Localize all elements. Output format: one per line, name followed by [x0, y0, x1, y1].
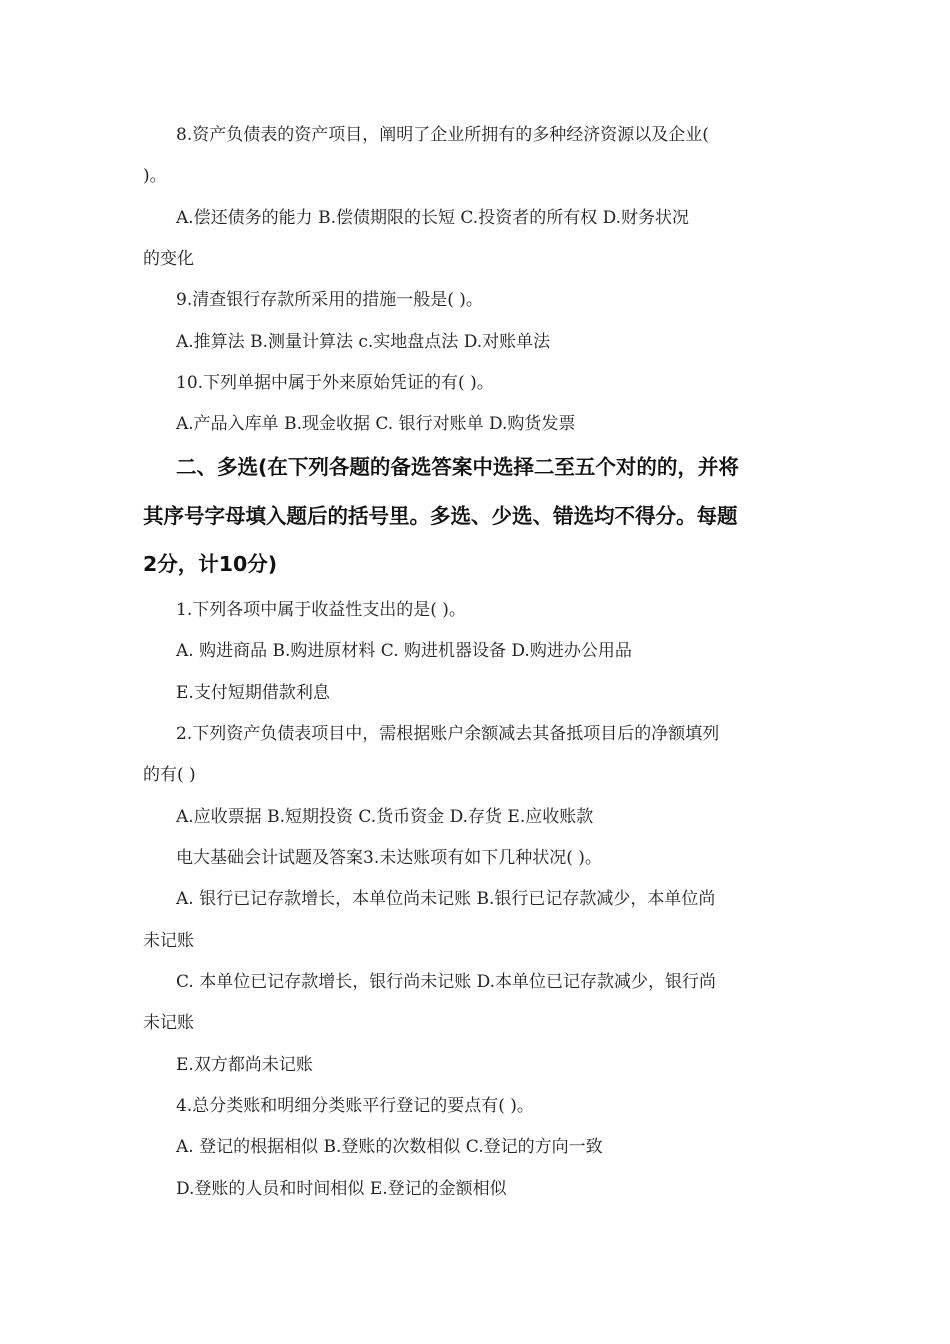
mq3-options-line4: 未记账: [143, 1013, 194, 1033]
mq3-options-line1: A. 银行已记存款增长，本单位尚未记账 B.银行已记存款减少，本单位尚: [176, 889, 716, 909]
mq3-options-line2: 未记账: [143, 931, 194, 951]
q8-options-line2: 的变化: [143, 249, 194, 269]
q10-stem: 10.下列单据中属于外来原始凭证的有( )。: [176, 373, 494, 393]
mq1-options-line2: E.支付短期借款利息: [176, 683, 330, 703]
mq3-stem: 电大基础会计试题及答案3.未达账项有如下几种状况( )。: [176, 848, 602, 868]
mq2-stem-line1: 2.下列资产负债表项目中，需根据账户余额减去其备抵项目后的净额填列: [176, 724, 720, 744]
mq1-stem: 1.下列各项中属于收益性支出的是( )。: [176, 600, 466, 620]
q8-stem-line2: )。: [143, 166, 167, 186]
mq3-options-line3: C. 本单位已记存款增长，银行尚未记账 D.本单位已记存款减少，银行尚: [176, 972, 717, 992]
mq2-options: A.应收票据 B.短期投资 C.货币资金 D.存货 E.应收账款: [176, 807, 594, 827]
mq2-stem-line2: 的有( ): [143, 765, 196, 785]
mq4-stem: 4.总分类账和明细分类账平行登记的要点有( )。: [176, 1096, 534, 1116]
mq3-options-line5: E.双方都尚未记账: [176, 1055, 313, 1075]
mq4-options-line2: D.登账的人员和时间相似 E.登记的金额相似: [176, 1179, 507, 1199]
q8-stem-line1: 8.资产负债表的资产项目，阐明了企业所拥有的多种经济资源以及企业(: [176, 125, 709, 145]
section2-heading-line2: 其序号字母填入题后的括号里。多选、少选、错选均不得分。每题: [143, 504, 738, 528]
section2-heading-line1: 二、多选(在下列各题的备选答案中选择二至五个对的的，并将: [176, 455, 739, 479]
section2-heading-line3: 2分，计10分): [143, 552, 278, 576]
q9-options: A.推算法 B.测量计算法 c.实地盘点法 D.对账单法: [176, 332, 551, 352]
q9-stem: 9.清查银行存款所采用的措施一般是( )。: [176, 290, 483, 310]
q8-options-line1: A.偿还债务的能力 B.偿债期限的长短 C.投资者的所有权 D.财务状况: [176, 208, 690, 228]
mq4-options-line1: A. 登记的根据相似 B.登账的次数相似 C.登记的方向一致: [176, 1137, 603, 1157]
q10-options: A.产品入库单 B.现金收据 C. 银行对账单 D.购货发票: [176, 414, 576, 434]
mq1-options-line1: A. 购进商品 B.购进原材料 C. 购进机器设备 D.购进办公用品: [176, 641, 632, 661]
